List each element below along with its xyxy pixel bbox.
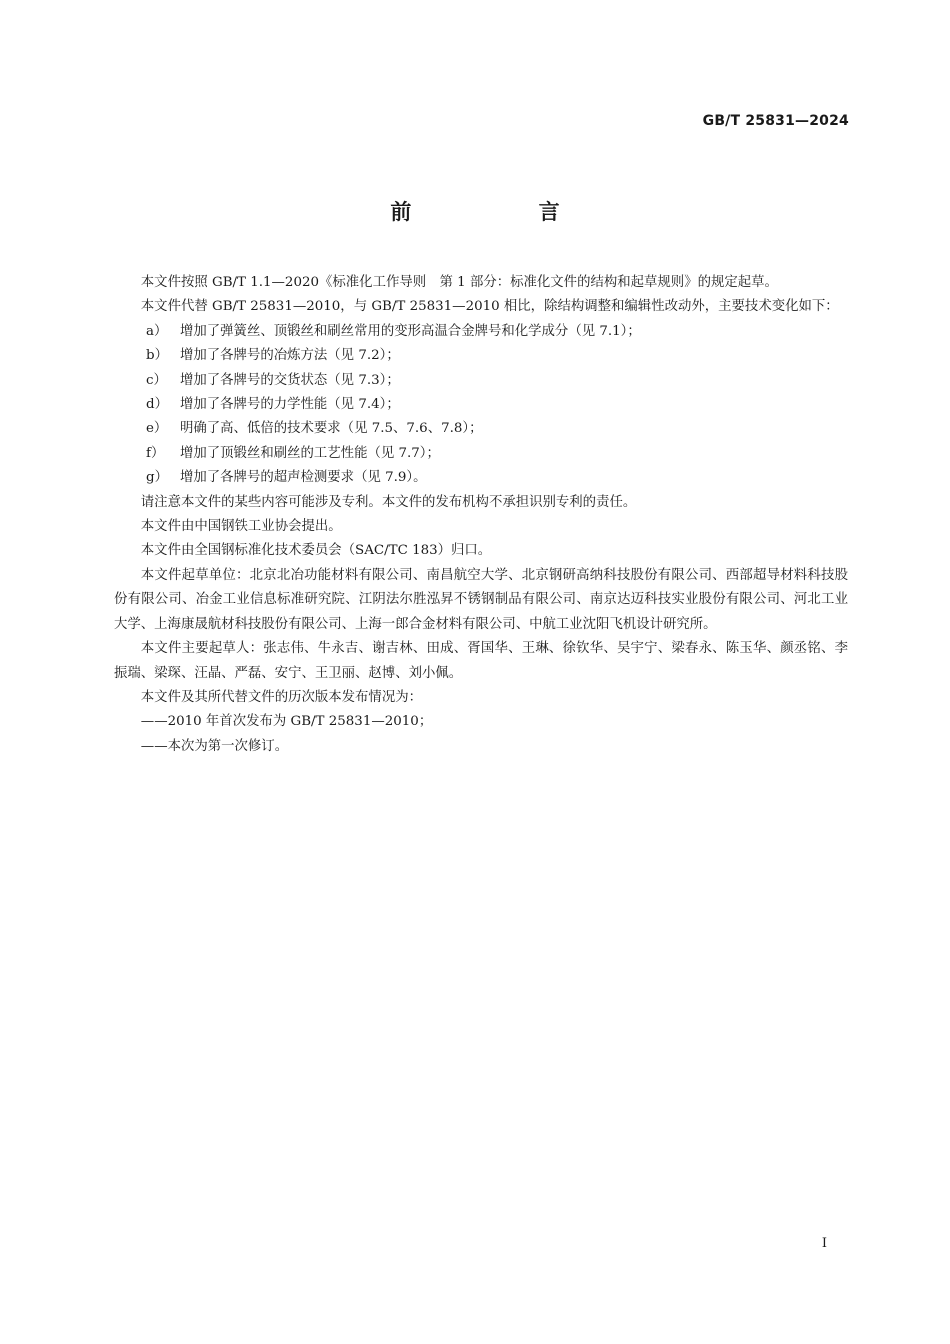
list-item-marker: e） (146, 421, 168, 437)
list-item (114, 393, 848, 417)
list-item-marker: c） (146, 372, 167, 388)
list-item-text: 明确了高、低倍的技术要求（见 7.5、7.6、7.8）； (180, 421, 483, 437)
paragraph-committee: 本文件由全国钢标准化技术委员会（SAC/TC 183）归口。 (140, 543, 492, 559)
list-item-text: 增加了各牌号的力学性能（见 7.4）； (180, 397, 400, 413)
document-code: GB/T 25831—2024 (702, 113, 849, 129)
paragraph-patent-notice: 请注意本文件的某些内容可能涉及专利。本文件的发布机构不承担识别专利的责任。 (140, 494, 637, 510)
list-item (114, 320, 848, 344)
list-item (114, 344, 848, 368)
paragraph-replacement: 本文件代替 GB/T 25831—2010，与 GB/T 25831—2010 相比，除结构调整和编辑性改动外，主要技术变化如下： (140, 299, 839, 315)
list-item-text: 增加了各牌号的冶炼方法（见 7.2）； (180, 348, 400, 364)
paragraph-proposer: 本文件由中国钢铁工业协会提出。 (140, 519, 342, 535)
list-item-text: 增加了顶锻丝和刷丝的工艺性能（见 7.7）； (180, 445, 440, 461)
list-item-marker: d） (146, 397, 168, 413)
list-item (114, 369, 848, 393)
list-item-text: 增加了弹簧丝、顶锻丝和刷丝常用的变形高温合金牌号和化学成分（见 7.1）； (180, 323, 641, 339)
page-number: I (821, 1236, 827, 1251)
list-item-text: 增加了各牌号的超声检测要求（见 7.9）。 (180, 470, 427, 486)
page-title: 前 言 (390, 200, 620, 224)
document-body (114, 271, 848, 759)
paragraph-drafting-units: 本文件起草单位：北京北冶功能材料有限公司、南昌航空大学、北京钢研高纳科技股份有限公司、西部超导材料科技股份有限公司、冶金工业信息标准研究院、江阴法尔胜泓昇不锈钢制品有限公司、南京达迈科技实业股份有限公司、河北工业大学、上海康晟航材科技股份有限公司、上海一郎合金材料有限公司、中航工业沈阳飞机设计研究所。 (114, 567, 848, 632)
list-item-marker: g） (146, 470, 168, 486)
list-item (114, 466, 848, 490)
paragraph-drafting-basis: 本文件按照 GB/T 1.1—2020《标准化工作导则 第 1 部分：标准化文件的结构和起草规则》的规定起草。 (140, 275, 778, 290)
list-item-marker: a） (146, 323, 168, 339)
paragraph-drafters: 本文件主要起草人：张志伟、牛永吉、谢吉林、田成、胥国华、王琳、徐钦华、吴宇宁、梁春永、陈玉华、颜丞铭、李振瑞、梁琛、汪晶、严磊、安宁、王卫丽、赵博、刘小佩。 (114, 641, 848, 681)
list-item-text: 增加了各牌号的交货状态（见 7.3）； (180, 372, 400, 388)
list-item-marker: f） (146, 445, 165, 461)
list-item-marker: b） (146, 348, 168, 364)
list-item (114, 417, 848, 441)
paragraph-history-revision: ——本次为第一次修订。 (140, 738, 289, 754)
paragraph-version-history: 本文件及其所代替文件的历次版本发布情况为： (140, 689, 422, 705)
paragraph-history-2010: ——2010 年首次发布为 GB/T 25831—2010； (140, 714, 433, 730)
list-item (114, 442, 848, 466)
